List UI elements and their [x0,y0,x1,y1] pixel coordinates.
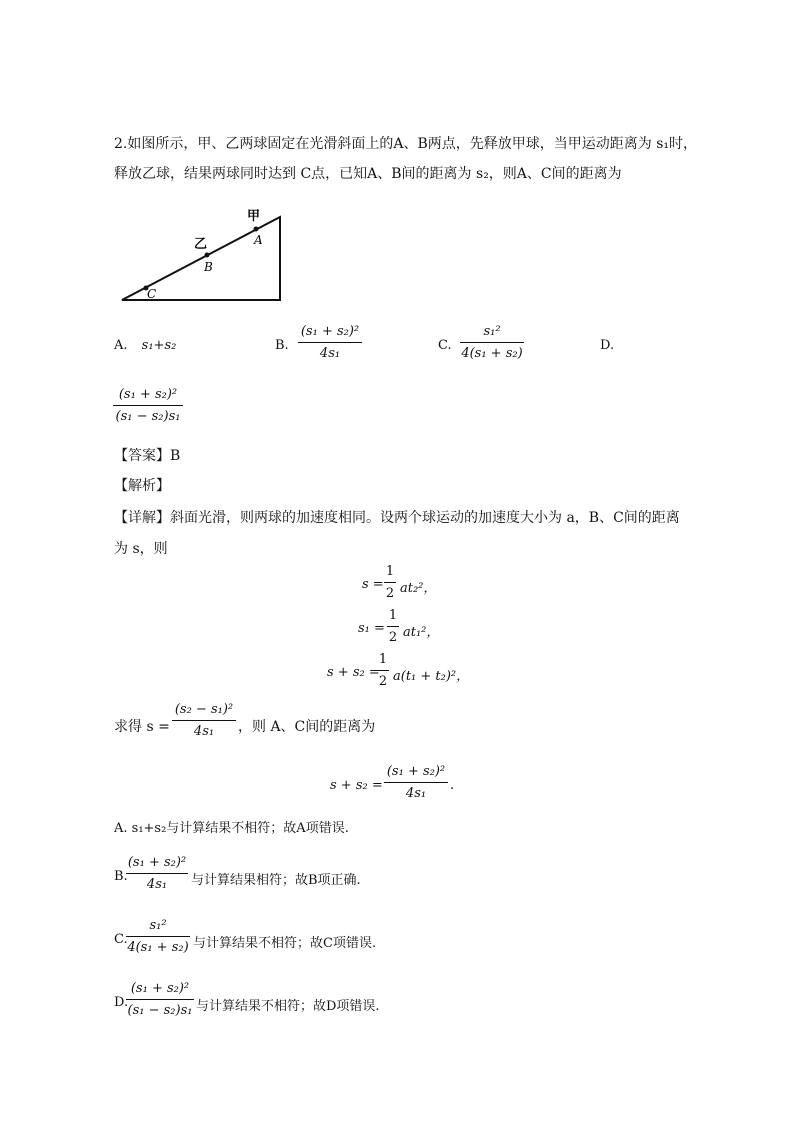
option-c-numerator: s₁² [483,324,501,339]
label-b: B [204,260,213,274]
eq3-right: a(t₁ + t₂)²， [393,669,470,684]
option-c-denominator: 4(s₁ + s₂) [461,346,523,361]
option-c-label: C. [438,338,452,353]
option-d-numerator: (s₁ + s₂)² [118,387,178,402]
question-line-2: 释放乙球，结果两球同时达到 C点，已知A、B间的距离为 s₂，则A、C间的距离为 [114,166,622,182]
conclusion-b-fraction: (s₁ + s₂)² 4s₁ [127,855,187,892]
option-a-text: s₁+s₂ [141,338,177,353]
point-b-dot [205,253,210,258]
result-suffix: ，则 A、C间的距离为 [238,719,376,735]
detail-line-1: 【详解】斜面光滑，则两球的加速度相同。设两个球运动的加速度大小为 a，B、C间的距离 [114,510,680,526]
conclusion-c-prefix: C. [114,932,128,947]
conclusion-d-fraction: (s₁ + s₂)² (s₁ − s₂)s₁ [127,981,193,1018]
option-b-denominator: 4s₁ [319,346,341,361]
conclusion-d-suffix: 与计算结果不相符；故D项错误. [196,999,380,1014]
eq3-left: s + s₂ = [327,665,380,680]
option-a[interactable] [114,338,176,353]
final-left: s + s₂ = [330,778,383,793]
option-c-fraction[interactable] [460,323,524,362]
point-a-dot [254,227,259,232]
conclusion-a: A. s₁+s₂与计算结果不相符；故A项错误. [114,821,349,836]
conclusion-b-prefix: B. [114,869,128,884]
analysis-title: 【解析】 [114,478,170,494]
detail-line-2: 为 s，则 [114,541,168,557]
eq1-right: at₂²， [400,581,437,596]
question-line-1: 2.如图所示，甲、乙两球固定在光滑斜面上的A、B两点，先释放甲球，当甲运动距离为 s₁时， [114,136,698,152]
option-d-denominator: (s₁ − s₂)s₁ [115,409,181,424]
result-prefix: 求得 s = [114,719,170,735]
final-fraction: (s₁ + s₂)² 4s₁ [384,763,448,802]
eq3-fraction: 1 2 [378,652,388,689]
eq2-right: at₁²， [403,625,440,640]
eq1-fraction: 1 2 [385,564,395,601]
answer-label: 【答案】B [114,448,181,464]
label-a: A [254,233,263,247]
label-c: C [147,287,157,301]
eq2-fraction: 1 2 [388,608,398,645]
option-d-fraction[interactable] [113,386,183,425]
result-fraction: (s₂ − s₁)² 4s₁ [172,701,236,740]
option-b-numerator: (s₁ + s₂)² [300,324,360,339]
eq1-left: s = [362,577,384,592]
conclusion-c-suffix: 与计算结果不相符；故C项错误. [193,936,377,951]
conclusion-c-fraction: s₁² 4(s₁ + s₂) [127,918,189,955]
option-b-label: B. [275,338,289,353]
incline-figure [110,200,300,310]
conclusion-d-prefix: D. [114,995,129,1010]
conclusion-b-suffix: 与计算结果相符；故B项正确. [191,873,361,888]
option-d-label: D. [600,338,615,353]
eq2-left: s₁ = [358,621,385,636]
final-end: . [450,778,455,793]
label-jia: 甲 [247,209,261,224]
label-yi: 乙 [194,237,208,252]
option-b-fraction[interactable] [298,323,362,362]
option-a-label: A. [114,338,128,353]
